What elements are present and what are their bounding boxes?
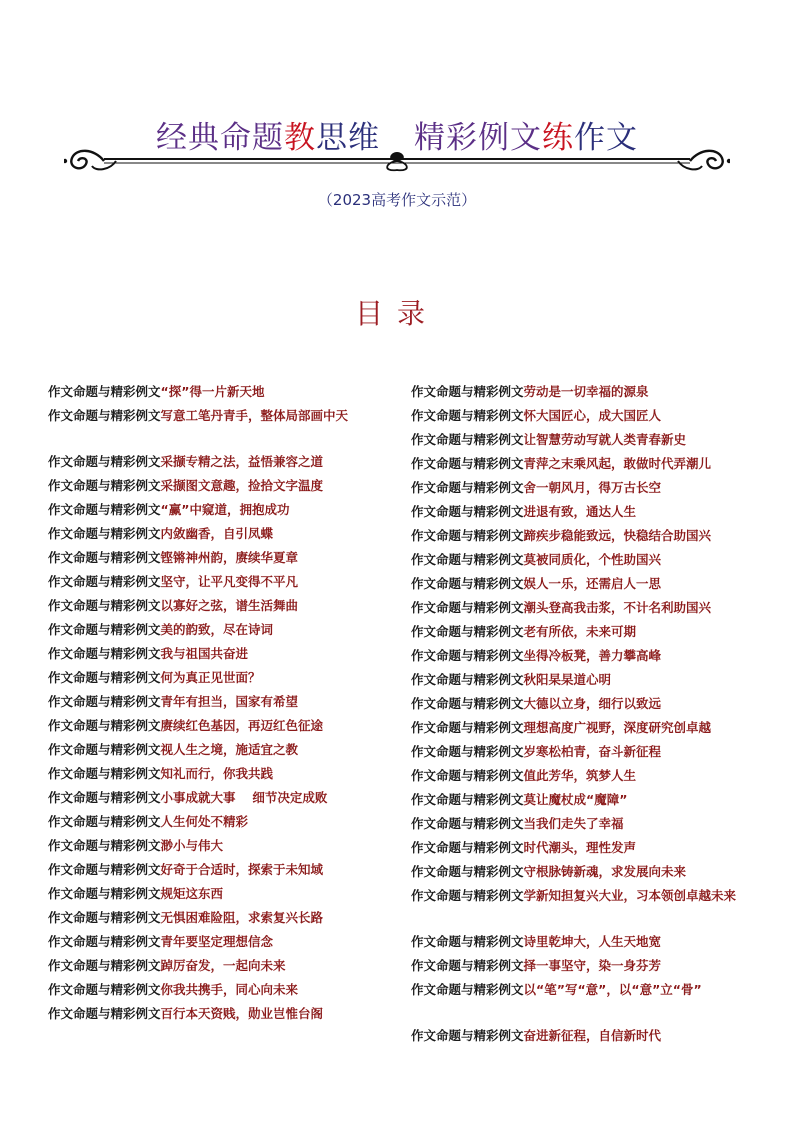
toc-item-prefix: 作文命题与精彩例文 [48, 502, 161, 517]
toc-item-topic: 以“笔”写“意”，以“意”立“骨” [523, 982, 702, 997]
toc-item[interactable] [411, 479, 756, 503]
toc-item-prefix: 作文命题与精彩例文 [411, 552, 524, 567]
toc-item-prefix: 作文命题与精彩例文 [48, 454, 161, 469]
toc-item-topic: 怀大国匠心，成大国匠人 [523, 408, 662, 423]
title-part: 练 [542, 120, 574, 156]
toc-item-topic: 奋进新征程，自信新时代 [523, 1028, 662, 1043]
toc-item-prefix: 作文命题与精彩例文 [411, 528, 524, 543]
toc-item[interactable] [411, 957, 756, 981]
toc-item-topic: 当我们走失了幸福 [523, 816, 624, 831]
title-part: 精彩例文 [414, 120, 542, 156]
toc-item[interactable] [411, 671, 756, 695]
toc-item-prefix: 作文命题与精彩例文 [48, 550, 161, 565]
toc-item-topic: 铿锵神州韵，赓续华夏章 [160, 550, 299, 565]
toc-item[interactable] [411, 839, 756, 863]
toc-item-topic: 诗里乾坤大，人生天地宽 [523, 934, 662, 949]
toc-item-prefix: 作文命题与精彩例文 [411, 1028, 524, 1043]
title-part: 作文 [574, 120, 638, 156]
toc-item-topic: 择一事坚守，染一身芬芳 [523, 958, 662, 973]
toc-item-prefix: 作文命题与精彩例文 [48, 598, 161, 613]
toc-item-topic: 理想高度广视野，深度研究创卓越 [523, 720, 712, 735]
toc-item-prefix: 作文命题与精彩例文 [48, 694, 161, 709]
toc-item-prefix: 作文命题与精彩例文 [411, 576, 524, 591]
toc-item-topic: 何为真正见世面？ [160, 670, 261, 685]
toc-item[interactable] [48, 573, 400, 597]
toc-item[interactable] [48, 861, 400, 885]
toc-item[interactable] [411, 767, 756, 791]
toc-item-topic: 视人生之境，施适宜之教 [160, 742, 299, 757]
toc-item-topic: 进退有致，通达人生 [523, 504, 637, 519]
toc-item-topic: 秋阳杲杲道心明 [523, 672, 612, 687]
toc-item[interactable] [48, 501, 400, 525]
toc-item-topic: 你我共携手，同心向未来 [160, 982, 299, 997]
toc-item-topic: 劳动是一切幸福的源泉 [523, 384, 649, 399]
toc-item-prefix: 作文命题与精彩例文 [411, 384, 524, 399]
toc-item[interactable] [411, 981, 756, 1027]
toc-item-topic: 无惧困难险阻，求索复兴长路 [160, 910, 324, 925]
toc-item-prefix: 作文命题与精彩例文 [48, 886, 161, 901]
toc-item-prefix: 作文命题与精彩例文 [48, 574, 161, 589]
toc-item[interactable] [411, 407, 756, 431]
toc-item-prefix: 作文命题与精彩例文 [411, 840, 524, 855]
toc-item-topic: 踔厉奋发，一起向未来 [160, 958, 286, 973]
toc-item-prefix: 作文命题与精彩例文 [411, 504, 524, 519]
toc-item[interactable] [48, 597, 400, 621]
toc-item[interactable] [411, 383, 756, 407]
toc-item-topic: 写意工笔丹青手，整体局部画中天 [160, 408, 349, 423]
toc-item[interactable] [411, 503, 756, 527]
ornamental-divider [64, 146, 730, 176]
toc-item-topic: 守根脉铸新魂，求发展向未来 [523, 864, 687, 879]
toc-item[interactable] [411, 551, 756, 575]
toc-item-topic: 坚守，让平凡变得不平凡 [160, 574, 299, 589]
toc-item[interactable] [48, 885, 400, 909]
toc-item-topic: 青年有担当，国家有希望 [160, 694, 299, 709]
toc-item-prefix: 作文命题与精彩例文 [411, 744, 524, 759]
toc-item[interactable] [411, 695, 756, 719]
toc-item-topic: 大德以立身，细行以致远 [523, 696, 662, 711]
toc-item[interactable] [48, 549, 400, 573]
toc-item-prefix: 作文命题与精彩例文 [411, 864, 524, 879]
toc-item-prefix: 作文命题与精彩例文 [411, 408, 524, 423]
toc-item-topic: 规矩这东西 [160, 886, 224, 901]
toc-item-prefix: 作文命题与精彩例文 [411, 600, 524, 615]
document-subtitle: （2023高考作文示范） [317, 191, 477, 209]
toc-item[interactable] [411, 815, 756, 839]
toc-item[interactable] [411, 623, 756, 647]
toc-item[interactable] [411, 647, 756, 671]
toc-item[interactable] [48, 909, 400, 933]
toc-item[interactable] [411, 863, 756, 887]
toc-item-prefix: 作文命题与精彩例文 [48, 766, 161, 781]
toc-item[interactable] [48, 813, 400, 837]
toc-item-prefix: 作文命题与精彩例文 [48, 790, 161, 805]
toc-item-prefix: 作文命题与精彩例文 [48, 526, 161, 541]
toc-item-prefix: 作文命题与精彩例文 [48, 742, 161, 757]
toc-item[interactable] [48, 477, 400, 501]
toc-item[interactable] [48, 407, 400, 453]
toc-item[interactable] [48, 669, 400, 693]
toc-item-prefix: 作文命题与精彩例文 [411, 624, 524, 639]
toc-item-topic: 蹄疾步稳能致远，快稳结合助国兴 [523, 528, 712, 543]
toc-left-column [48, 383, 400, 1029]
toc-item[interactable] [411, 887, 756, 933]
toc-item-prefix: 作文命题与精彩例文 [411, 792, 524, 807]
toc-item-prefix: 作文命题与精彩例文 [411, 672, 524, 687]
toc-item[interactable] [411, 791, 756, 815]
toc-item-prefix: 作文命题与精彩例文 [411, 648, 524, 663]
toc-item-topic: 采撷图文意趣，捡拾文字温度 [160, 478, 324, 493]
toc-item-prefix: 作文命题与精彩例文 [411, 888, 524, 903]
toc-item-topic: 老有所依，未来可期 [523, 624, 637, 639]
toc-item-topic: 人生何处不精彩 [160, 814, 249, 829]
toc-item[interactable] [411, 743, 756, 767]
toc-item[interactable] [48, 383, 400, 407]
toc-item-prefix: 作文命题与精彩例文 [411, 480, 524, 495]
toc-item[interactable] [411, 599, 756, 623]
toc-item[interactable] [411, 527, 756, 551]
toc-item[interactable] [411, 575, 756, 599]
toc-item-prefix: 作文命题与精彩例文 [48, 982, 161, 997]
title-part: 思维 [316, 120, 380, 156]
toc-item-prefix: 作文命题与精彩例文 [48, 408, 161, 423]
toc-item[interactable] [48, 837, 400, 861]
toc-item-topic: 岁寒松柏青，奋斗新征程 [523, 744, 662, 759]
toc-item-prefix: 作文命题与精彩例文 [411, 816, 524, 831]
toc-item-topic: 百行本天资贱，勋业岂惟台阁 [160, 1006, 324, 1021]
toc-item[interactable] [48, 789, 400, 813]
toc-item-topic: 学新知担复兴大业，习本领创卓越未来 [523, 888, 737, 903]
toc-item-topic: 内敛幽香，自引凤蝶 [160, 526, 274, 541]
toc-item-topic: 莫被同质化，个性助国兴 [523, 552, 662, 567]
toc-item[interactable] [411, 455, 756, 479]
toc-item-topic: 让智慧劳动写就人类青春新史 [523, 432, 687, 447]
toc-item-prefix: 作文命题与精彩例文 [411, 456, 524, 471]
toc-item-topic: 以寡好之弦，谱生活舞曲 [160, 598, 299, 613]
toc-item[interactable] [411, 1027, 756, 1051]
toc-item-prefix: 作文命题与精彩例文 [411, 696, 524, 711]
toc-item-topic: 美的韵致，尽在诗词 [160, 622, 274, 637]
toc-item-topic: 莫让魔杖成“魔障” [523, 792, 628, 807]
toc-item-prefix: 作文命题与精彩例文 [411, 432, 524, 447]
toc-item-prefix: 作文命题与精彩例文 [48, 478, 161, 493]
toc-item-topic: 渺小与伟大 [160, 838, 224, 853]
toc-item-topic: 潮头登高我击浆，不计名利助国兴 [523, 600, 712, 615]
toc-item[interactable] [411, 719, 756, 743]
toc-item[interactable] [48, 765, 400, 789]
toc-item-topic: 好奇于合适时，探索于未知域 [160, 862, 324, 877]
toc-item-prefix: 作文命题与精彩例文 [48, 384, 161, 399]
toc-item-topic: 青年要坚定理想信念 [160, 934, 274, 949]
toc-item[interactable] [411, 933, 756, 957]
toc-item-topic: 小事成就大事 细节决定成败 [160, 790, 328, 805]
toc-item[interactable] [48, 717, 400, 741]
toc-item-prefix: 作文命题与精彩例文 [48, 862, 161, 877]
toc-item-prefix: 作文命题与精彩例文 [48, 670, 161, 685]
toc-item-prefix: 作文命题与精彩例文 [48, 958, 161, 973]
toc-item-topic: 采撷专精之法，益悟兼容之道 [160, 454, 324, 469]
toc-item[interactable] [48, 741, 400, 765]
toc-item-topic: 我与祖国共奋进 [160, 646, 249, 661]
title-part: 经典命题 [156, 120, 284, 156]
toc-item[interactable] [48, 933, 400, 957]
toc-item[interactable] [48, 621, 400, 645]
toc-right-column [411, 383, 756, 1051]
toc-item-topic: 舍一朝风月，得万古长空 [523, 480, 662, 495]
toc-item[interactable] [48, 981, 400, 1005]
title-part: 教 [284, 120, 316, 156]
toc-item-topic: “探”得一片新天地 [160, 384, 265, 399]
toc-item-topic: 娱人一乐，还需启人一思 [523, 576, 662, 591]
toc-item-prefix: 作文命题与精彩例文 [48, 838, 161, 853]
toc-item[interactable] [48, 525, 400, 549]
toc-item-prefix: 作文命题与精彩例文 [411, 958, 524, 973]
toc-item-prefix: 作文命题与精彩例文 [48, 622, 161, 637]
toc-item-prefix: 作文命题与精彩例文 [411, 982, 524, 997]
toc-item[interactable] [48, 957, 400, 981]
toc-item-topic: 青萍之末乘风起，敢做时代弄潮儿 [523, 456, 712, 471]
toc-item-topic: 坐得冷板凳，善力攀高峰 [523, 648, 662, 663]
toc-item-topic: 值此芳华，筑梦人生 [523, 768, 637, 783]
toc-item-topic: 赓续红色基因，再迈红色征途 [160, 718, 324, 733]
toc-item[interactable] [48, 645, 400, 669]
toc-item-prefix: 作文命题与精彩例文 [48, 910, 161, 925]
toc-item-prefix: 作文命题与精彩例文 [48, 646, 161, 661]
toc-item-prefix: 作文命题与精彩例文 [48, 934, 161, 949]
toc-item[interactable] [48, 1005, 400, 1029]
toc-item-topic: 时代潮头，理性发声 [523, 840, 637, 855]
toc-item[interactable] [48, 453, 400, 477]
toc-item-prefix: 作文命题与精彩例文 [48, 1006, 161, 1021]
toc-item[interactable] [411, 431, 756, 455]
toc-item-prefix: 作文命题与精彩例文 [411, 934, 524, 949]
toc-item-prefix: 作文命题与精彩例文 [48, 814, 161, 829]
toc-item-topic: “赢”中窥道，拥抱成功 [160, 502, 290, 517]
toc-item[interactable] [48, 693, 400, 717]
toc-item-topic: 知礼而行，你我共践 [160, 766, 274, 781]
toc-item-prefix: 作文命题与精彩例文 [411, 768, 524, 783]
toc-heading: 目录 [354, 297, 439, 330]
toc-item-prefix: 作文命题与精彩例文 [48, 718, 161, 733]
toc-item-prefix: 作文命题与精彩例文 [411, 720, 524, 735]
